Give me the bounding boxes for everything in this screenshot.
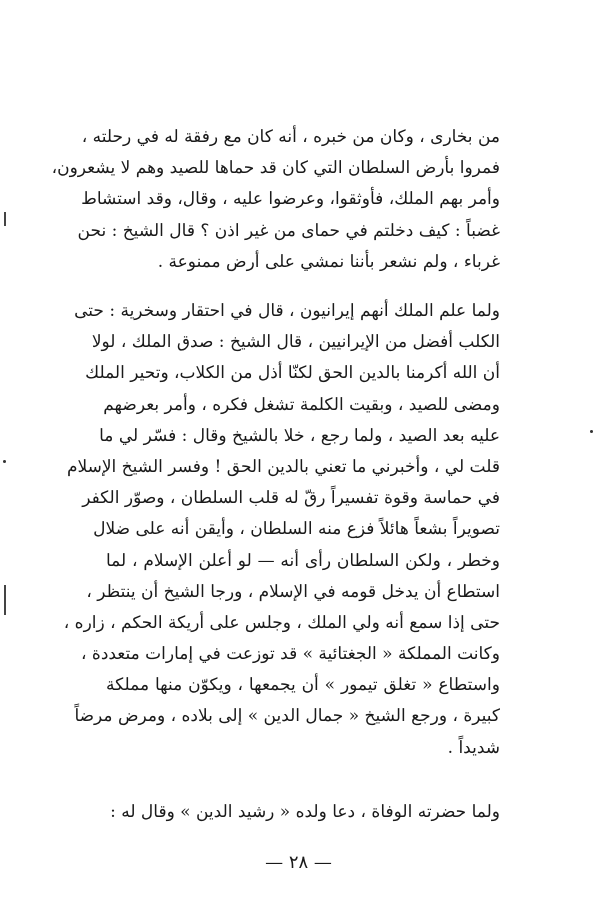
text-line: قلت لي ، وأخبرني ما تعني بالدين الحق ! وفسر الشيخ الإسلام bbox=[66, 456, 500, 477]
margin-dot-right bbox=[590, 430, 593, 433]
text-line: غضباً : کيف دخلتم في حمای من غير اذن ؟ قال الشيخ : نحن bbox=[77, 220, 500, 241]
text-line: شديداً . bbox=[447, 737, 500, 758]
text-line: حتى إذا سمع أنه ولي الملك ، وجلس على أريكة الحكم ، زاره ، bbox=[63, 612, 500, 633]
text-line: من بخاری ، وکان من خبره ، أنه کان مع رفقة له في رحلته ، bbox=[81, 127, 500, 147]
text-line: واستطاع « تغلق تيمور » أن يجمعها ، ويكوّن منها مملكة bbox=[106, 675, 500, 696]
margin-mark-top-left bbox=[4, 212, 6, 226]
text-line: فمروا بأرض السلطان التي کان قد حماها للصيد وهم لا يشعرون، bbox=[51, 158, 500, 179]
page-number: — ٢٨ — bbox=[265, 852, 332, 873]
text-line: أن الله أكرمنا بالدين الحق لكنّا أذل من الكلاب، وتحير الملك bbox=[85, 363, 500, 384]
text-line: وأمر بهم الملك، فأوثقوا، وعرضوا عليه ، وقال، وقد استشاط bbox=[81, 189, 500, 210]
text-line: استطاع أن يدخل قومه في الإسلام ، ورجا الشيخ أن ينتظر ، bbox=[86, 581, 500, 602]
text-line: غرباء ، ولم نشعر بأننا نمشي على أرض ممنوعة . bbox=[157, 251, 500, 272]
margin-mark-mid-left bbox=[4, 585, 6, 615]
text-line: ومضى للصيد ، وبقيت الكلمة تشغل فكره ، وأمر بعرضهم bbox=[103, 394, 500, 415]
paragraph-2 bbox=[63, 296, 500, 764]
text-line: وكانت المملكة « الجغتائية » قد توزعت في إمارات متعددة ، bbox=[81, 644, 500, 665]
text-line: وخطر ، ولكن السلطان رأى أنه — لو أعلن الإسلام ، لما bbox=[106, 550, 500, 571]
margin-dot-left bbox=[3, 460, 6, 463]
paragraph-1 bbox=[51, 122, 500, 278]
paragraph-3 bbox=[106, 797, 500, 828]
text-line: ولما حضرته الوفاة ، دعا ولده « رشيد الدين » وقال له : bbox=[110, 802, 500, 822]
text-line: في حماسة وقوة تفسيراً رقّ له قلب السلطان ، وصوّر الكفر bbox=[82, 488, 500, 509]
text-line: كبيرة ، ورجع الشيخ « جمال الدين » إلى بلاده ، ومرض مرضاً bbox=[74, 706, 500, 727]
text-line: عليه بعد الصيد ، ولما رجع ، خلا بالشيخ وقال : فسّر لي ما bbox=[99, 425, 500, 446]
text-line: الكلب أفضل من الإيرانيين ، قال الشيخ : صدق الملك ، لولا bbox=[91, 332, 500, 353]
text-line: ولما علم الملك أنهم إيرانيون ، قال في احتقار وسخرية : حتى bbox=[74, 301, 500, 321]
text-line: تصويراً بشعاً هائلاً فزع منه السلطان ، وأيقن أنه على ضلال bbox=[93, 519, 500, 540]
